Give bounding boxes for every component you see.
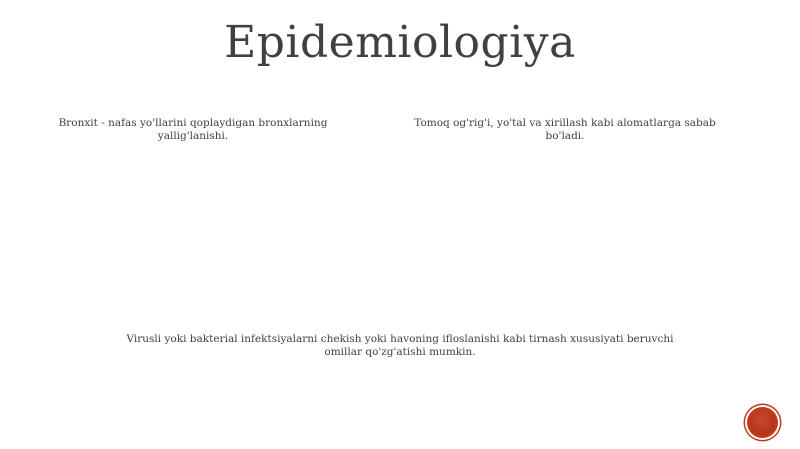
circle-button-icon[interactable] (747, 407, 778, 438)
slide-title: Epidemiologiya (224, 17, 576, 68)
text-block-bottom: Virusli yoki bakterial infektsiyalarni chekish yoki havoning ifloslanishi kabi tirnash xususiyati beruvchi omillar qo'zg'atishi mumkin. (126, 333, 674, 358)
text-block-right: Tomoq og'rig'i, yo'tal va xirillash kabi alomatlarga sabab bo'ladi. (414, 117, 716, 142)
text-block-left: Bronxit - nafas yo'llarini qoplaydigan bronxlarning yallig'lanishi. (58, 117, 328, 142)
